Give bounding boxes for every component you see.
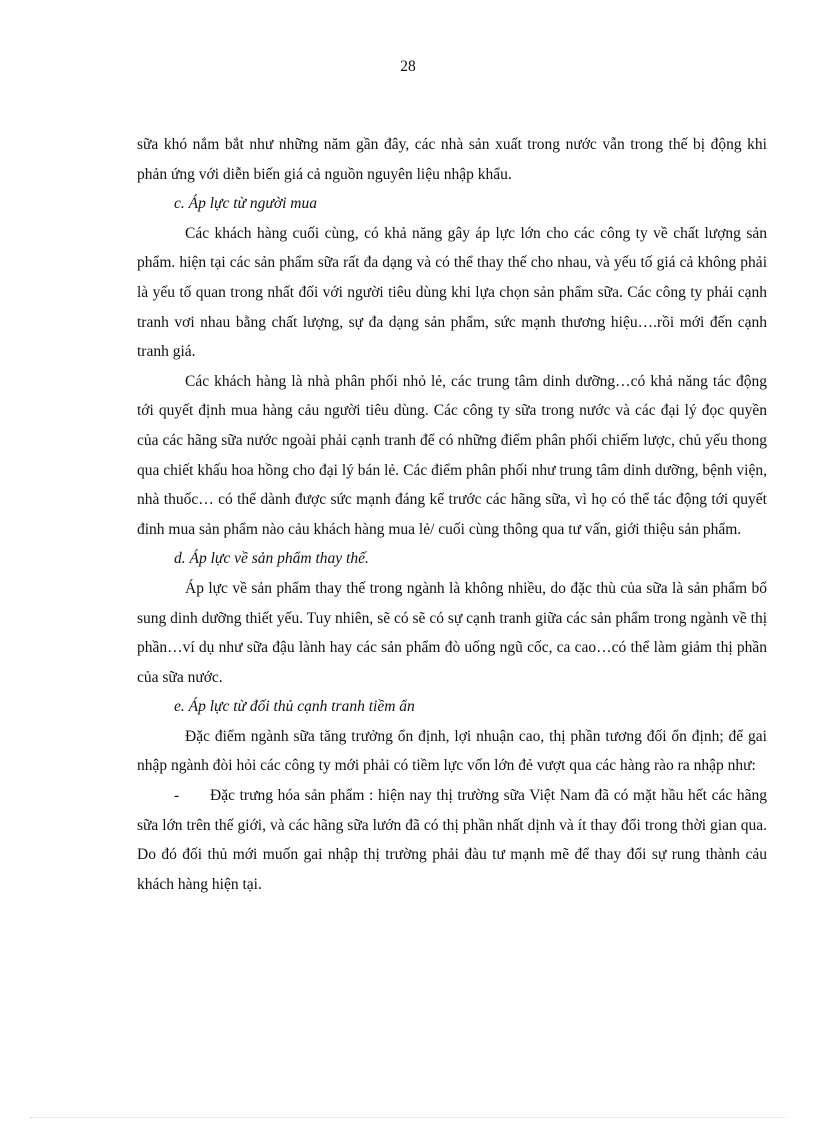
bullet-text: Đặc trưng hóa sản phẩm : hiện nay thị trường sữa Việt Nam đã có mặt hầu hết các hãng sữa lớn trên thế giới, và các hãng sữa lướn đã có thị phần nhất dịnh và ít thay đổi trong thời gian qua. Do đó đối thủ mới muốn gai nhập thị trường phải đàu tư mạnh mẽ để thay đổi sự rung thành cảu khách hàng hiện tại. (137, 787, 767, 893)
paragraph-buyer-power-2: Các khách hàng là nhà phân phối nhỏ lẻ, các trung tâm dinh dưỡng…có khả năng tác động tới quyết định mua hàng cảu người tiêu dùng. Các công ty sữa trong nước và các đại lý đọc quyền của các hãng sữa nước ngoài phải cạnh tranh để có những điểm phân phối chiếm lược, chủ yếu thong qua chiết khấu hoa hồng cho đại lý bán lẻ. Các điểm phân phối như trung tâm dinh dưỡng, bệnh viện, nhà thuốc… có thể dành được sức mạnh đáng kể trước các hãng sữa, vì họ có thể tác động tới quyết đinh mua sản phẩm nào cảu khách hàng mua lẻ/ cuối cùng thông qua tư vấn, giới thiệu sản phẩm. (137, 372, 767, 538)
bottom-rule (30, 1117, 786, 1118)
section-heading-c: c. Áp lực từ người mua (174, 195, 317, 213)
paragraph-buyer-power-1: Các khách hàng cuối cùng, có khả năng gây áp lực lớn cho các công ty về chất lượng sản phẩm. hiện tại các sản phẩm sữa rất đa dạng và có thể thay thế cho nhau, và yếu tố giá cả không phải là yếu tố quan trong nhất đối với người tiêu dùng khi lựa chọn sản phẩm sữa. Các công ty phải cạnh tranh vơi nhau bằng chất lượng, sự đa dạng sản phẩm, sức mạnh thương hiệu….rồi mới đến cạnh tranh giá. (137, 224, 767, 361)
paragraph-new-entrants: Đặc điểm ngành sữa tăng trưởng ổn định, lợi nhuận cao, thị phần tương đối ổn định; để gai nhập ngành đòi hỏi các công ty mới phải có tiềm lực vốn lớn đẻ vượt qua các hàng rào ra nhập như: (137, 727, 767, 775)
section-heading-e: e. Áp lực từ đối thủ cạnh tranh tiềm ẩn (174, 698, 415, 716)
paragraph-continuation: sữa khó nắm bắt như những năm gần đây, các nhà sản xuất trong nước vẫn trong thế bị động khi phản ứng với diễn biến giá cả nguồn nguyên liệu nhập khẩu. (137, 136, 767, 183)
section-heading-d: d. Áp lực về sản phẩm thay thế. (174, 550, 369, 568)
document-body (137, 130, 767, 899)
page-number: 28 (400, 58, 416, 75)
bullet-marker: - (174, 787, 180, 805)
paragraph-substitutes: Áp lực về sản phẩm thay thế trong ngành là không nhiều, do đặc thù của sữa là sản phẩm bổ sung dinh dưỡng thiết yếu. Tuy nhiên, sẽ có sẽ có sự cạnh tranh giữa các sản phẩm trong ngành về thị phần…ví dụ như sữa đậu lành hay các sản phẩm đò uống ngũ cốc, ca cao…có thể làm giảm thị phần của sữa nước. (137, 579, 767, 686)
bullet-item (137, 781, 767, 899)
